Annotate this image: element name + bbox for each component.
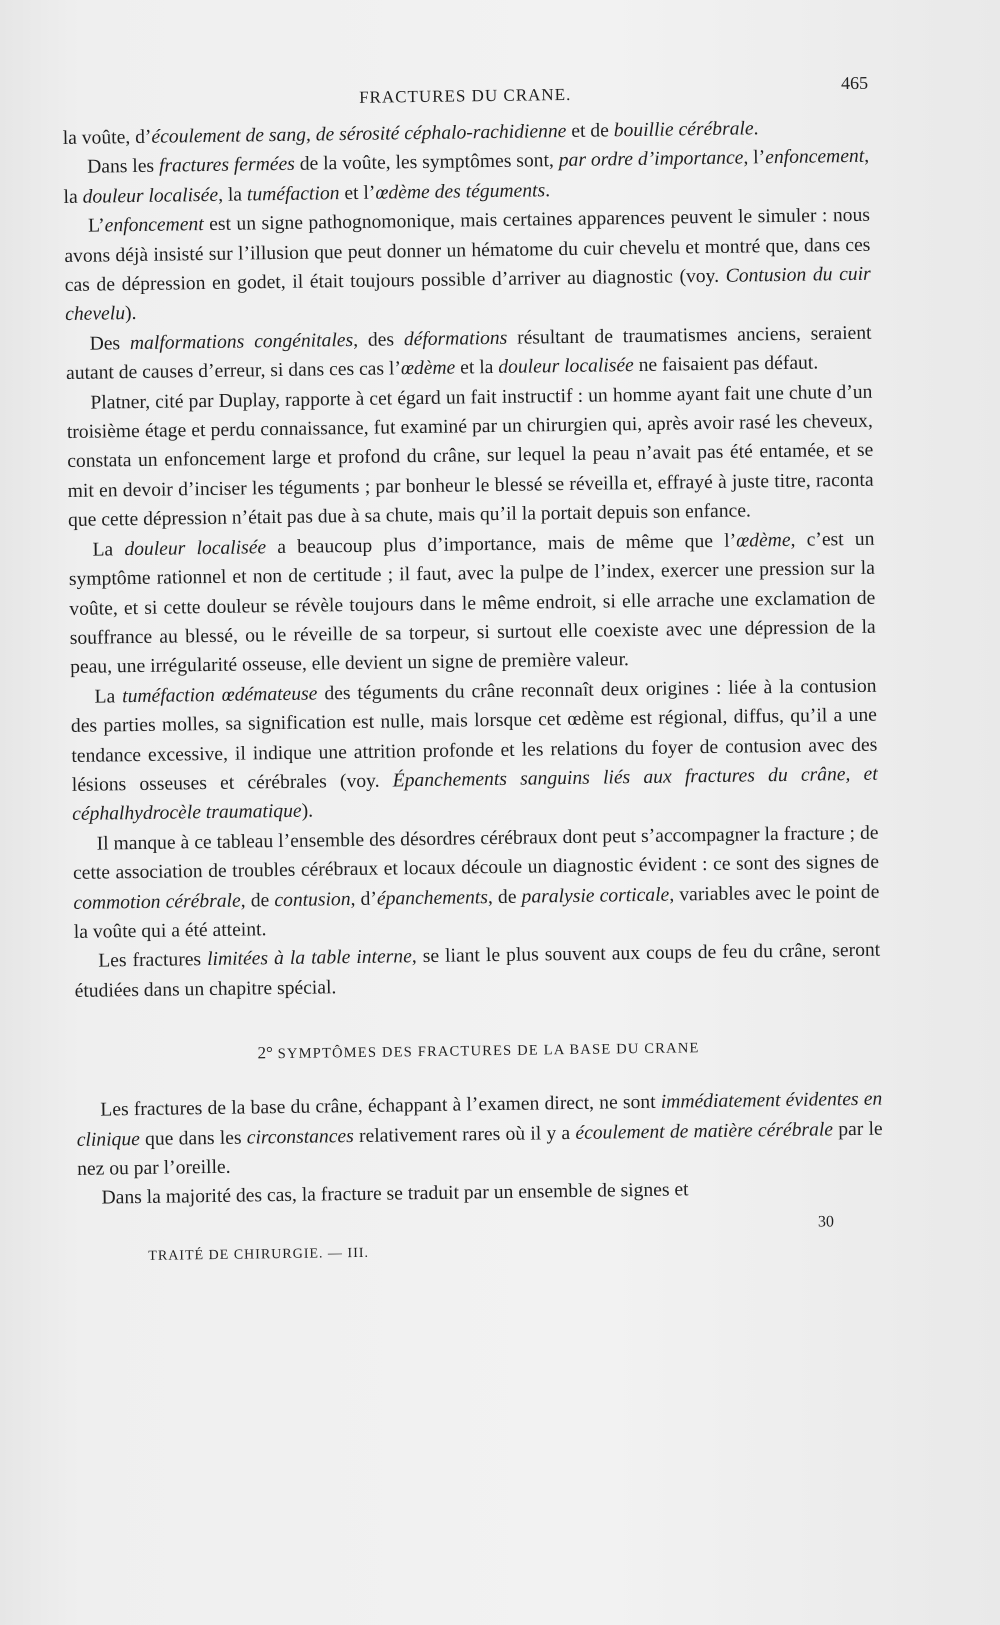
italic-text: enfoncement xyxy=(765,146,865,169)
italic-text: fractures fermées xyxy=(158,154,295,178)
body-text-continued xyxy=(76,1085,884,1214)
text-run: ). xyxy=(124,303,137,325)
text-run: , l’ xyxy=(743,147,766,169)
text-run: a beaucoup plus d’importance, mais de même que l’ xyxy=(265,530,737,558)
text-run: L’ xyxy=(87,215,105,237)
text-run: des téguments du crâne reconnaît deux origines : liée à la contusion des parties molles, sa signification est nulle, mais lorsque cet œdème est régional, diffus, qu’il a une tendance excessive, il indique une attrition profonde et les relations du foyer de contusion avec des lésions osseuses et cérébrales (voy. xyxy=(70,675,878,796)
footer-note: TRAITÉ DE CHIRURGIE. — III. xyxy=(148,1245,370,1264)
running-title: FRACTURES DU CRANE. xyxy=(358,84,572,107)
italic-text: paralysie corticale xyxy=(521,884,670,908)
italic-text: douleur localisée xyxy=(498,355,634,379)
text-run: Les fractures xyxy=(98,949,208,972)
italic-text: immédiatement évidentes en clinique xyxy=(76,1088,883,1151)
text-run: La xyxy=(92,538,125,561)
italic-text: épanchements xyxy=(376,886,489,910)
signature-mark: 30 xyxy=(817,1213,835,1231)
text-run: Des xyxy=(89,332,131,355)
italic-text: circonstances xyxy=(246,1125,354,1149)
text-run: , des xyxy=(352,329,405,351)
italic-text: malformations congénitales xyxy=(129,329,354,354)
text-run: Il manque à ce tableau l’ensemble des désordres cérébraux dont peut s’accompagner la fracture ; de cette association de troubles cérébraux et locaux découle un diagnostic évident : ce sont des signes de xyxy=(72,822,880,885)
page-content xyxy=(62,73,885,1276)
body-text xyxy=(63,113,881,1006)
italic-text: enfoncement xyxy=(104,214,204,237)
page-number: 465 xyxy=(840,72,869,94)
text-run: , de xyxy=(487,886,522,908)
text-run: , la xyxy=(63,146,870,208)
text-run: Dans les xyxy=(87,156,160,179)
text-run: ne faisaient pas défaut. xyxy=(633,352,819,377)
text-run: . xyxy=(753,118,759,140)
text-run: La xyxy=(94,685,123,708)
page-footer xyxy=(78,1212,885,1275)
text-run: la voûte, d’ xyxy=(62,126,152,149)
text-run: Les fractures de la base du crâne, échappant à l’examen direct, ne sont xyxy=(100,1091,661,1121)
text-run: , de xyxy=(240,889,275,912)
paragraph xyxy=(72,818,880,947)
italic-text: douleur localisée xyxy=(124,536,267,560)
italic-text: œdème des téguments xyxy=(375,180,546,204)
section-title: SYMPTÔMES DES FRACTURES DE LA BASE DU CRANE xyxy=(277,1040,700,1063)
text-run: , la xyxy=(217,184,248,206)
text-run: Platner, cité par Duplay, rapporte à cet égard un fait instructif : un homme ayant fait une chute d’un troisième étage et perdu connaissance, fut examiné par un chirurgien qui, après avoir rasé les cheveux, constata un enfoncement large et profond du crâne, sur lequel la peau n’avait pas été entamée, et se mit en devoir d’inciser les téguments ; par bonheur le blessé se réveilla et, effrayé à juste titre, raconta que cette dépression n’était pas due à sa chute, mais qu’il la portait depuis son enfance. xyxy=(66,381,874,532)
italic-text: déformations xyxy=(403,327,508,351)
italic-text: œdème xyxy=(400,357,456,380)
italic-text: douleur localisée xyxy=(82,184,219,208)
text-run: , variables avec le point de la voûte qui a été atteint. xyxy=(73,881,880,943)
text-run: que dans les xyxy=(139,1127,247,1150)
paragraph xyxy=(76,1085,883,1184)
paragraph xyxy=(74,936,881,1006)
text-run: ). xyxy=(301,800,314,823)
italic-text: tuméfaction œdémateuse xyxy=(122,683,318,707)
italic-text: œdème xyxy=(736,529,791,552)
italic-text: Épanchements sanguins liés aux fractures du crâne, et céphalhydrocèle traumatique xyxy=(72,763,878,826)
text-run: , c’est un symptôme rationnel et non de certitude ; il faut, avec la pulpe de l’index, exercer une pression sur la voûte, et si cette douleur se révèle toujours dans le même endroit, si elle arrache une exclamation de souffrance au blessé, ou le réveille de sa torpeur, si surtout elle coexiste avec une dépression de la peau, une irrégularité osseuse, elle devient un signe de première valeur. xyxy=(68,528,876,679)
text-run: , d’ xyxy=(350,888,378,910)
text-run: et l’ xyxy=(339,182,376,204)
italic-text: commotion cérébrale xyxy=(73,890,241,914)
section-heading xyxy=(75,1035,881,1066)
text-run: de la voûte, les symptômes sont, xyxy=(294,150,559,176)
italic-text: contusion xyxy=(274,888,351,911)
italic-text: Contusion du cuir chevelu xyxy=(65,263,871,326)
paragraph xyxy=(68,524,876,682)
text-run: Dans la majorité des cas, la fracture se traduit par un ensemble de signes et xyxy=(101,1179,689,1209)
italic-text: écoulement de matière cérébrale xyxy=(575,1118,834,1144)
paragraph xyxy=(64,201,872,330)
italic-text: bouillie cérébrale xyxy=(613,118,754,142)
italic-text: tuméfaction xyxy=(246,182,340,206)
text-run: par le nez ou par l’oreille. xyxy=(77,1118,883,1180)
italic-text: limitées à la table interne xyxy=(206,946,412,971)
italic-text: par ordre d’importance xyxy=(558,147,744,172)
section-number: 2° xyxy=(257,1043,274,1063)
text-run: , se liant le plus souvent aux coups de feu du crâne, seront étudiées dans un chapitre spécial. xyxy=(74,940,881,1002)
text-run: et la xyxy=(455,357,499,379)
text-run: et de xyxy=(566,120,614,142)
paragraph xyxy=(70,671,878,829)
text-run: résultant de traumatismes anciens, seraient autant de causes d’erreur, si dans ces cas l’ xyxy=(65,322,872,385)
paragraph xyxy=(66,377,874,535)
paragraph xyxy=(65,319,872,389)
text-run: . xyxy=(544,180,551,202)
text-run: est un signe pathognomonique, mais certaines apparences peuvent le simuler : nous avons déjà insisté sur l’illusion que peut donner un hématome du cuir chevelu et montré que, dans ces cas de dépression en godet, il était toujours possible d’arriver au diagnostic (voy. xyxy=(64,204,871,297)
text-run: relativement rares où il y a xyxy=(353,1122,576,1147)
italic-text: écoulement de sang, de sérosité céphalo-rachidienne xyxy=(151,120,567,148)
